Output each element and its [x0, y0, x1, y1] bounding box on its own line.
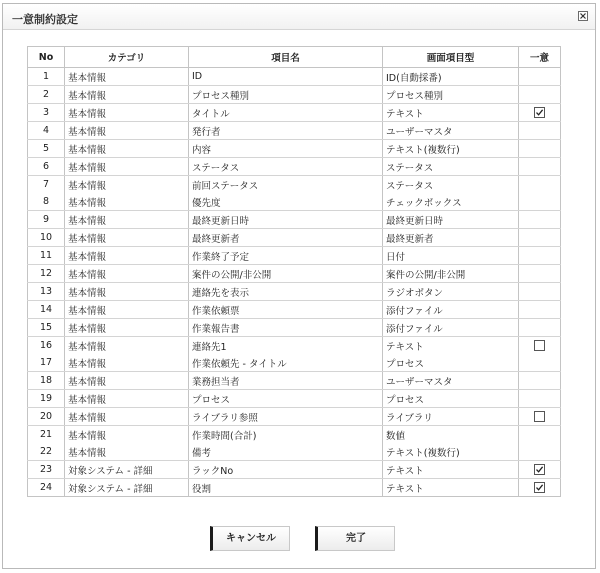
- row-no: 22: [28, 443, 65, 461]
- cancel-button[interactable]: キャンセル: [210, 526, 290, 551]
- row-field-type: ID(自動採番): [383, 68, 519, 86]
- row-field-type: ライブラリ: [383, 408, 519, 426]
- row-item-name: ライブラリ参照: [189, 408, 383, 426]
- row-unique-cell: [519, 337, 561, 355]
- table-row: [28, 104, 561, 122]
- row-item-name: プロセス: [189, 390, 383, 408]
- table-row: [28, 390, 561, 408]
- row-no: 4: [28, 122, 65, 140]
- row-unique-cell: [519, 176, 561, 194]
- row-category: 基本情報: [65, 337, 189, 355]
- row-no: 17: [28, 354, 65, 372]
- row-field-type: テキスト: [383, 461, 519, 479]
- table-row: [28, 193, 561, 211]
- row-no: 24: [28, 479, 65, 497]
- unique-checkbox-checked[interactable]: [534, 464, 545, 475]
- row-field-type: ユーザーマスタ: [383, 372, 519, 390]
- row-field-type: 案件の公開/非公開: [383, 265, 519, 283]
- row-unique-cell: [519, 443, 561, 461]
- row-category: 基本情報: [65, 158, 189, 176]
- row-unique-cell: [519, 193, 561, 211]
- row-field-type: 添付ファイル: [383, 301, 519, 319]
- row-item-name: 案件の公開/非公開: [189, 265, 383, 283]
- table-row: [28, 443, 561, 461]
- table-row: [28, 408, 561, 426]
- row-item-name: 最終更新者: [189, 229, 383, 247]
- row-unique-cell: [519, 283, 561, 301]
- table-row: [28, 301, 561, 319]
- row-item-name: 役割: [189, 479, 383, 497]
- table-row: [28, 283, 561, 301]
- row-category: 基本情報: [65, 193, 189, 211]
- row-category: 基本情報: [65, 408, 189, 426]
- row-no: 6: [28, 158, 65, 176]
- row-unique-cell: [519, 158, 561, 176]
- row-no: 21: [28, 426, 65, 444]
- dialog-title: 一意制約設定: [12, 13, 78, 26]
- table-row: [28, 229, 561, 247]
- row-item-name: 優先度: [189, 193, 383, 211]
- row-category: 基本情報: [65, 86, 189, 104]
- close-icon[interactable]: [578, 11, 588, 21]
- row-category: 基本情報: [65, 354, 189, 372]
- row-category: 基本情報: [65, 176, 189, 194]
- table-row: [28, 140, 561, 158]
- row-category: 基本情報: [65, 247, 189, 265]
- row-no: 3: [28, 104, 65, 122]
- table-row: [28, 158, 561, 176]
- header-no: No: [28, 47, 65, 68]
- table-row: [28, 86, 561, 104]
- row-category: 基本情報: [65, 104, 189, 122]
- row-field-type: 添付ファイル: [383, 319, 519, 337]
- row-category: 基本情報: [65, 426, 189, 444]
- row-category: 基本情報: [65, 319, 189, 337]
- row-item-name: 作業終了予定: [189, 247, 383, 265]
- row-category: 基本情報: [65, 372, 189, 390]
- row-item-name: ID: [189, 68, 383, 86]
- row-field-type: 最終更新日時: [383, 211, 519, 229]
- row-category: 基本情報: [65, 229, 189, 247]
- dialog-titlebar: [3, 4, 595, 30]
- header-unique: 一意: [519, 47, 561, 68]
- unique-checkbox-checked[interactable]: [534, 482, 545, 493]
- row-unique-cell: [519, 86, 561, 104]
- table-row: [28, 122, 561, 140]
- header-category: カテゴリ: [65, 47, 189, 68]
- table-row: [28, 426, 561, 444]
- row-unique-cell: [519, 390, 561, 408]
- row-item-name: 作業依頼票: [189, 301, 383, 319]
- row-category: 基本情報: [65, 140, 189, 158]
- row-item-name: ステータス: [189, 158, 383, 176]
- row-item-name: 作業報告書: [189, 319, 383, 337]
- row-field-type: ユーザーマスタ: [383, 122, 519, 140]
- row-no: 13: [28, 283, 65, 301]
- row-no: 2: [28, 86, 65, 104]
- row-field-type: ステータス: [383, 176, 519, 194]
- done-button[interactable]: 完了: [315, 526, 395, 551]
- table-row: [28, 176, 561, 194]
- row-no: 9: [28, 211, 65, 229]
- row-item-name: 内容: [189, 140, 383, 158]
- checkmark-icon: [535, 465, 544, 474]
- row-unique-cell: [519, 408, 561, 426]
- row-item-name: 備考: [189, 443, 383, 461]
- row-unique-cell: [519, 247, 561, 265]
- row-no: 15: [28, 319, 65, 337]
- table-row: [28, 68, 561, 86]
- row-no: 1: [28, 68, 65, 86]
- row-unique-cell: [519, 140, 561, 158]
- unique-checkbox-checked[interactable]: [534, 107, 545, 118]
- row-item-name: 前回ステータス: [189, 176, 383, 194]
- row-category: 基本情報: [65, 443, 189, 461]
- row-category: 基本情報: [65, 390, 189, 408]
- header-field-type: 画面項目型: [383, 47, 519, 68]
- row-no: 10: [28, 229, 65, 247]
- row-item-name: 連絡先1: [189, 337, 383, 355]
- row-category: 基本情報: [65, 68, 189, 86]
- row-no: 18: [28, 372, 65, 390]
- row-unique-cell: [519, 479, 561, 497]
- row-field-type: ラジオボタン: [383, 283, 519, 301]
- row-field-type: 最終更新者: [383, 229, 519, 247]
- row-item-name: 業務担当者: [189, 372, 383, 390]
- row-field-type: チェックボックス: [383, 193, 519, 211]
- row-unique-cell: [519, 301, 561, 319]
- row-field-type: プロセス: [383, 390, 519, 408]
- row-field-type: ステータス: [383, 158, 519, 176]
- row-no: 5: [28, 140, 65, 158]
- table-row: [28, 265, 561, 283]
- row-unique-cell: [519, 265, 561, 283]
- row-unique-cell: [519, 122, 561, 140]
- table-row: [28, 461, 561, 479]
- row-field-type: 数値: [383, 426, 519, 444]
- close-x-glyph: [579, 12, 587, 20]
- checkmark-icon: [535, 483, 544, 492]
- row-item-name: 作業依頼先 - タイトル: [189, 354, 383, 372]
- row-item-name: 発行者: [189, 122, 383, 140]
- row-unique-cell: [519, 68, 561, 86]
- row-unique-cell: [519, 426, 561, 444]
- row-category: 基本情報: [65, 265, 189, 283]
- row-no: 16: [28, 337, 65, 355]
- row-category: 基本情報: [65, 122, 189, 140]
- row-item-name: タイトル: [189, 104, 383, 122]
- row-field-type: テキスト(複数行): [383, 140, 519, 158]
- row-category: 基本情報: [65, 283, 189, 301]
- row-item-name: 最終更新日時: [189, 211, 383, 229]
- row-field-type: プロセス種別: [383, 86, 519, 104]
- table-row: [28, 337, 561, 355]
- row-category: 対象システム - 詳細: [65, 461, 189, 479]
- row-no: 20: [28, 408, 65, 426]
- table-body: [28, 68, 561, 497]
- row-item-name: 作業時間(合計): [189, 426, 383, 444]
- row-unique-cell: [519, 461, 561, 479]
- row-item-name: 連絡先を表示: [189, 283, 383, 301]
- row-field-type: テキスト: [383, 337, 519, 355]
- row-no: 19: [28, 390, 65, 408]
- table-row: [28, 354, 561, 372]
- row-item-name: プロセス種別: [189, 86, 383, 104]
- unique-settings-table-wrap: [27, 46, 560, 497]
- unique-settings-table: [27, 46, 561, 497]
- table-row: [28, 211, 561, 229]
- row-category: 対象システム - 詳細: [65, 479, 189, 497]
- row-field-type: テキスト: [383, 479, 519, 497]
- row-field-type: テキスト: [383, 104, 519, 122]
- table-header-row: [28, 47, 561, 68]
- header-item-name: 項目名: [189, 47, 383, 68]
- row-no: 12: [28, 265, 65, 283]
- checkmark-icon: [535, 108, 544, 117]
- row-item-name: ラックNo: [189, 461, 383, 479]
- row-unique-cell: [519, 372, 561, 390]
- row-no: 7: [28, 176, 65, 194]
- row-field-type: テキスト(複数行): [383, 443, 519, 461]
- row-field-type: 日付: [383, 247, 519, 265]
- unique-constraint-dialog: [2, 3, 596, 569]
- row-category: 基本情報: [65, 211, 189, 229]
- table-row: [28, 247, 561, 265]
- row-no: 11: [28, 247, 65, 265]
- row-unique-cell: [519, 319, 561, 337]
- row-no: 8: [28, 193, 65, 211]
- row-unique-cell: [519, 104, 561, 122]
- row-unique-cell: [519, 354, 561, 372]
- table-row: [28, 372, 561, 390]
- row-no: 23: [28, 461, 65, 479]
- table-row: [28, 479, 561, 497]
- table-row: [28, 319, 561, 337]
- unique-checkbox[interactable]: [534, 411, 545, 422]
- row-no: 14: [28, 301, 65, 319]
- row-field-type: プロセス: [383, 354, 519, 372]
- row-unique-cell: [519, 211, 561, 229]
- unique-checkbox[interactable]: [534, 340, 545, 351]
- row-category: 基本情報: [65, 301, 189, 319]
- row-unique-cell: [519, 229, 561, 247]
